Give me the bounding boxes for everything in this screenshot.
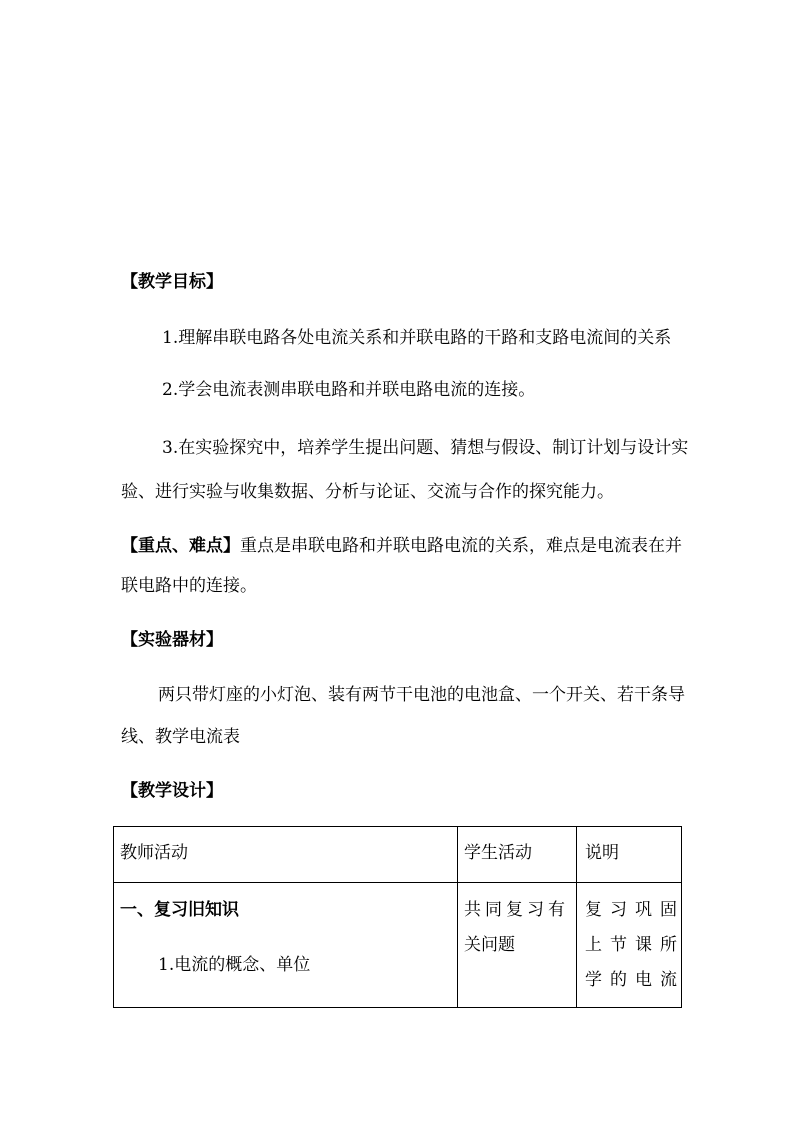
header-teacher-activity: 教师活动 xyxy=(114,827,458,883)
teacher-activity-cell xyxy=(114,883,458,1008)
materials-line2: 线、教学电流表 xyxy=(121,727,240,747)
design-heading: 【教学设计】 xyxy=(121,781,223,801)
review-title: 一、复习旧知识 xyxy=(120,900,239,920)
goal-1: 1.理解串联电路各处电流关系和并联电路的干路和支路电流间的关系 xyxy=(162,328,672,348)
header-student-activity: 学生活动 xyxy=(458,827,577,883)
header-note: 说明 xyxy=(577,827,682,883)
materials-heading: 【实验器材】 xyxy=(121,630,223,650)
goal-3-line1: 3.在实验探究中，培养学生提出问题、猜想与假设、制订计划与设计实 xyxy=(162,438,689,458)
teaching-design-table xyxy=(113,826,685,1008)
key-heading: 【重点、难点】 xyxy=(121,536,240,556)
note-cell: 复习巩固 上节课所 学的电流 xyxy=(577,883,682,1008)
key-line2: 联电路中的连接。 xyxy=(121,576,257,596)
table-header-row xyxy=(114,827,682,883)
review-item-1: 1.电流的概念、单位 xyxy=(158,955,311,975)
goal-2: 2.学会电流表测串联电路和并联电路电流的连接。 xyxy=(162,380,536,400)
goal-3-line2: 验、进行实验与收集数据、分析与论证、交流与合作的探究能力。 xyxy=(121,482,614,502)
key-line1: 重点是串联电路和并联电路电流的关系，难点是电流表在并 xyxy=(240,536,682,556)
key-points xyxy=(121,534,682,558)
table-row xyxy=(114,883,682,1008)
materials-line1: 两只带灯座的小灯泡、装有两节干电池的电池盒、一个开关、若干条导 xyxy=(158,685,685,705)
goals-heading: 【教学目标】 xyxy=(121,272,223,292)
student-activity-cell: 共同复习有 关问题 xyxy=(458,883,577,1008)
